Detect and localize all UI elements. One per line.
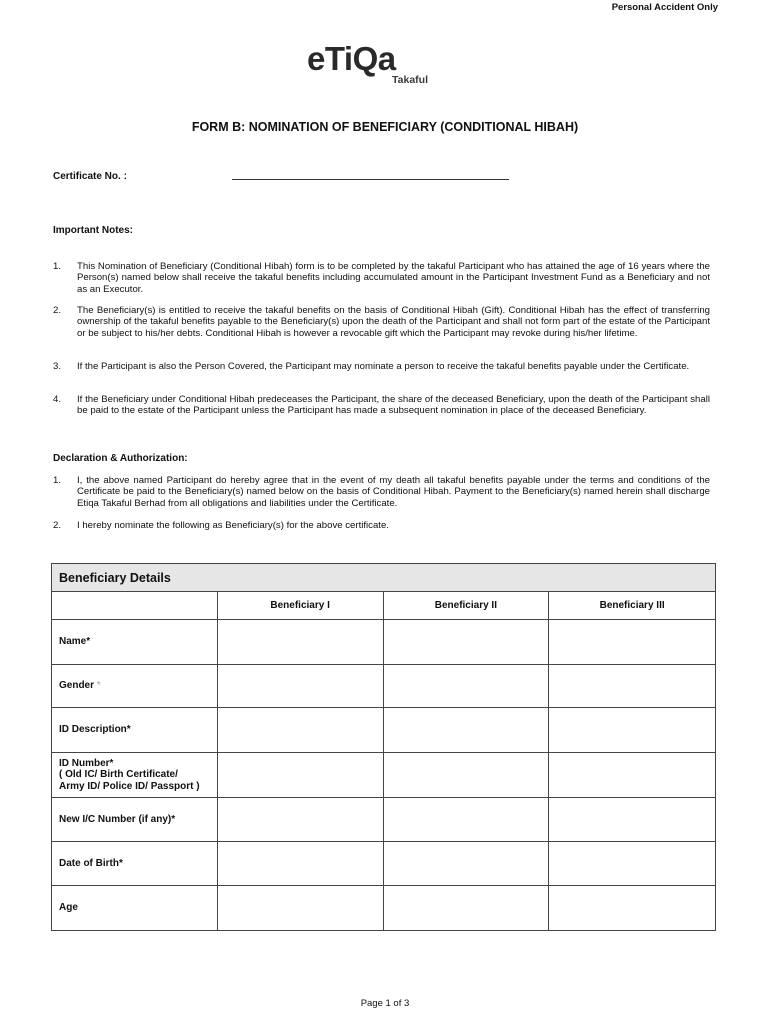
- beneficiary-3-age-field[interactable]: [549, 886, 716, 931]
- etiqa-logo: [307, 40, 447, 90]
- beneficiary-2-id-number-field[interactable]: [383, 753, 549, 798]
- certificate-number-label: Certificate No. :: [53, 171, 127, 182]
- note-number: 4.: [53, 394, 62, 405]
- declaration-text: I, the above named Participant do hereby agree that in the event of my death all takaful benefits payable under the terms and conditions of the Certificate be paid to the Beneficiary(s) named below on the basis of Conditional Hibah. Payment to the Beneficiary(s) named herein shall discharge Etiqa Takaful Berhad from all obligations and liabilities under the Certificate.: [77, 475, 710, 509]
- page-number: Page 1 of 3: [360, 998, 410, 1009]
- beneficiary-3-name-field[interactable]: [549, 620, 716, 665]
- blank-header-cell: [52, 592, 218, 620]
- declaration-item: [53, 520, 710, 532]
- certificate-number-field[interactable]: [232, 179, 509, 180]
- note-number: 2.: [53, 305, 62, 316]
- beneficiary-2-new-ic-field[interactable]: [383, 798, 549, 842]
- column-header-beneficiary-2: Beneficiary II: [383, 592, 549, 620]
- declaration-text: I hereby nominate the following as Beneficiary(s) for the above certificate.: [77, 520, 389, 531]
- row-label-name: Name*: [52, 620, 218, 665]
- beneficiary-1-new-ic-field[interactable]: [217, 798, 383, 842]
- row-label-gender: [52, 665, 218, 708]
- column-header-beneficiary-3: Beneficiary III: [549, 592, 716, 620]
- beneficiary-details-table: [51, 563, 716, 931]
- beneficiary-3-id-number-field[interactable]: [549, 753, 716, 798]
- declaration-number: 1.: [53, 475, 62, 486]
- beneficiary-2-gender-field[interactable]: [383, 665, 549, 708]
- gender-required-star: *: [96, 680, 101, 692]
- beneficiary-1-dob-field[interactable]: [217, 842, 383, 886]
- beneficiary-3-new-ic-field[interactable]: [549, 798, 716, 842]
- beneficiary-1-gender-field[interactable]: [217, 665, 383, 708]
- id-number-label-line: ( Old IC/ Birth Certificate/: [59, 769, 178, 781]
- gender-label-text: Gender: [59, 680, 95, 692]
- beneficiary-2-name-field[interactable]: [383, 620, 549, 665]
- declaration-heading: Declaration & Authorization:: [53, 453, 188, 464]
- note-number: 1.: [53, 261, 62, 272]
- beneficiary-2-id-description-field[interactable]: [383, 708, 549, 753]
- row-label-date-of-birth: Date of Birth*: [52, 842, 218, 886]
- note-item: [53, 305, 710, 351]
- row-label-age: Age: [52, 886, 218, 931]
- logo-wordmark: eTiQa: [307, 40, 396, 77]
- note-text: The Beneficiary(s) is entitled to receive the takaful benefits on the basis of Conditional Hibah (Gift). Conditional Hibah has the effect of transferring ownership of the takaful benefits payable to the Beneficiary(s) upon the death of the Participant and shall not form part of the estate of the Participant or be subject to his/her debts. Conditional Hibah is however a revocable gift which the Participant may revoke during his/her lifetime.: [77, 305, 710, 339]
- beneficiary-1-name-field[interactable]: [217, 620, 383, 665]
- beneficiary-3-id-description-field[interactable]: [549, 708, 716, 753]
- note-item: [53, 394, 710, 429]
- note-text: If the Beneficiary under Conditional Hibah predeceases the Participant, the share of the deceased Beneficiary, upon the death of the Participant shall be paid to the estate of the Participant unless the Participant has made a subsequent nomination in place of the deceased Beneficiary.: [77, 394, 710, 417]
- declaration-number: 2.: [53, 520, 62, 531]
- beneficiary-details-title: Beneficiary Details: [52, 564, 716, 592]
- row-label-new-ic: New I/C Number (if any)*: [52, 798, 218, 842]
- note-text: If the Participant is also the Person Covered, the Participant may nominate a person to receive the takaful benefits payable under the Certificate.: [77, 361, 690, 372]
- beneficiary-2-dob-field[interactable]: [383, 842, 549, 886]
- beneficiary-2-age-field[interactable]: [383, 886, 549, 931]
- declaration-item: [53, 475, 710, 510]
- beneficiary-1-id-description-field[interactable]: [217, 708, 383, 753]
- id-number-label-line: ID Number*: [59, 757, 114, 769]
- beneficiary-3-gender-field[interactable]: [549, 665, 716, 708]
- note-item: [53, 261, 710, 296]
- logo-subtitle: Takaful: [392, 74, 428, 86]
- beneficiary-3-dob-field[interactable]: [549, 842, 716, 886]
- column-header-beneficiary-1: Beneficiary I: [217, 592, 383, 620]
- important-notes-heading: Important Notes:: [53, 225, 133, 236]
- id-number-label-line: Army ID/ Police ID/ Passport ): [59, 780, 200, 792]
- note-text: This Nomination of Beneficiary (Conditional Hibah) form is to be completed by the takaful Participant who has attained the age of 16 years where the Person(s) named below shall receive the takaful benefits including accumulated amount in the Participant Investment Fund as a Beneficiary and not as an Executor.: [77, 261, 710, 295]
- document-category-label: Personal Accident Only: [611, 2, 718, 13]
- beneficiary-1-age-field[interactable]: [217, 886, 383, 931]
- beneficiary-1-id-number-field[interactable]: [217, 753, 383, 798]
- row-label-id-number: [52, 753, 218, 798]
- row-label-id-description: ID Description*: [52, 708, 218, 753]
- form-title: FORM B: NOMINATION OF BENEFICIARY (CONDITIONAL HIBAH): [191, 120, 579, 134]
- note-number: 3.: [53, 361, 62, 372]
- note-item: [53, 361, 710, 384]
